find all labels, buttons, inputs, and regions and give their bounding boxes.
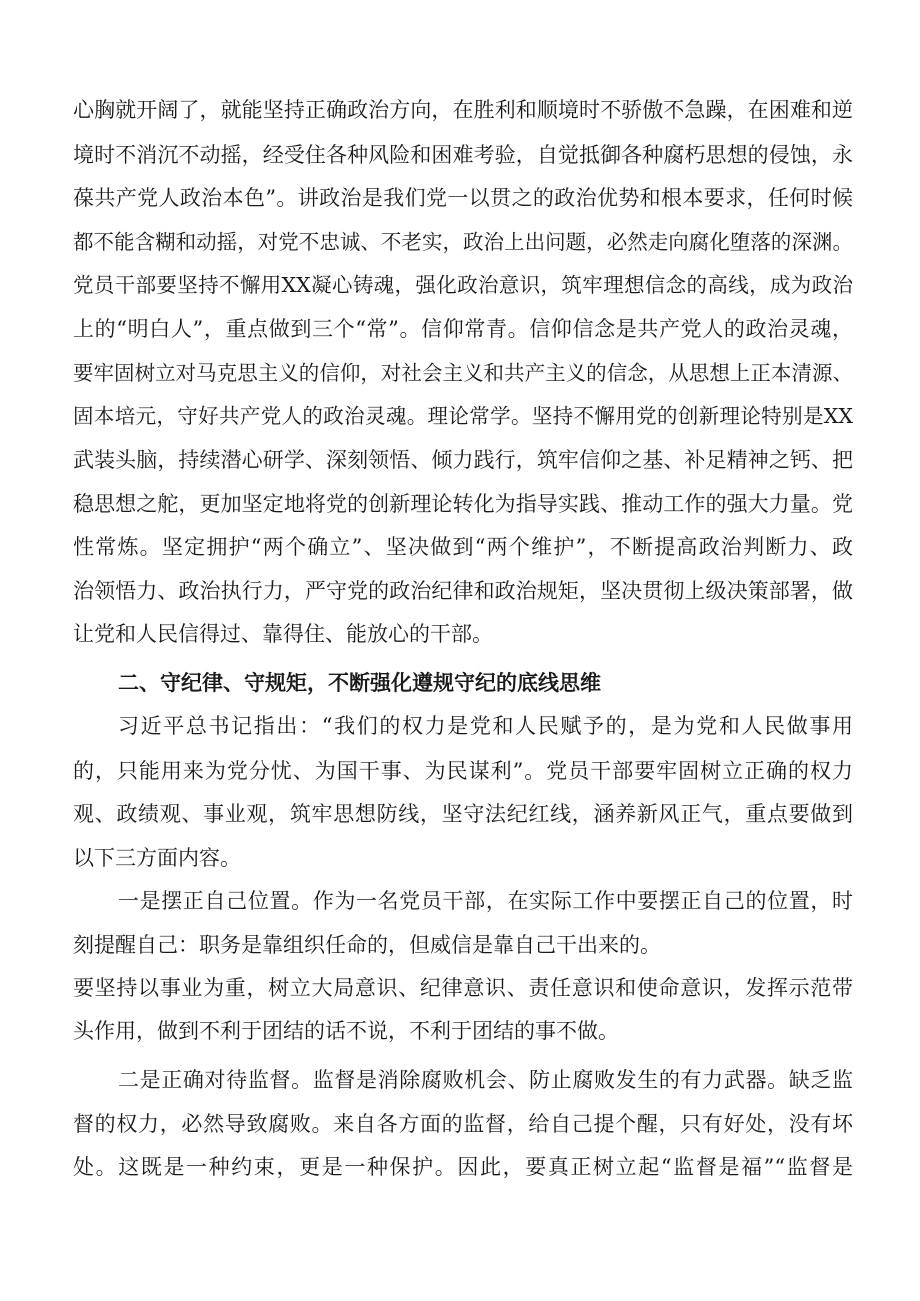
body-text-line: 要牢固树立对马克思主义的信仰，对社会主义和共产主义的信念，从思想上正本清源、 [73,361,853,385]
body-text-line: 习近平总书记指出：“我们的权力是党和人民赋予的，是为党和人民做事用 [118,714,853,738]
body-text-line: 的，只能用来为党分忧、为国干事、为民谋利”。党员干部要牢固树立正确的权力 [73,759,853,783]
body-text-line: 境时不消沉不动摇，经受住各种风险和困难考验，自觉抵御各种腐朽思想的侵蚀，永 [73,143,853,167]
body-text-line: 心胸就开阔了，就能坚持正确政治方向，在胜利和顺境时不骄傲不急躁，在困难和逆 [73,98,853,122]
body-text-line: 以下三方面内容。 [73,846,241,870]
body-text-line: 稳思想之舵，更加坚定地将党的创新理论转化为指导实践、推动工作的强大力量。党 [73,492,853,516]
body-text-line: 处。这既是一种约束，更是一种保护。因此，要真正树立起“监督是福”“监督是 [73,1155,853,1179]
body-text-line: 督的权力，必然导致腐败。来自各方面的监督，给自己提个醒，只有好处，没有坏 [73,1112,853,1136]
body-text-line: 党员干部要坚持不懈用XX凝心铸魂，强化政治意识，筑牢理想信念的高线，成为政治 [73,273,853,297]
body-text-line: 要坚持以事业为重，树立大局意识、纪律意识、责任意识和使命意识，发挥示范带 [73,976,853,1000]
body-text-line: 性常炼。坚定拥护“两个确立”、坚决做到“两个维护”，不断提高政治判断力、政 [73,535,853,559]
body-text-line: 二是正确对待监督。监督是消除腐败机会、防止腐败发生的有力武器。缺乏监 [118,1068,853,1092]
body-text-line: 都不能含糊和动摇，对党不忠诚、不老实，政治上出问题，必然走向腐化堕落的深渊。 [73,230,853,254]
body-text-line: 上的“明白人”，重点做到三个“常”。信仰常青。信仰信念是共产党人的政治灵魂， [73,317,853,341]
body-text-line: 治领悟力、政治执行力，严守党的政治纪律和政治规矩，坚决贯彻上级决策部署，做 [73,579,853,603]
body-text-line: 让党和人民信得过、靠得住、能放心的干部。 [73,622,493,646]
body-text-line: 葆共产党人政治本色”。讲政治是我们党一以贯之的政治优势和根本要求，任何时候 [73,186,853,210]
body-text-line: 一是摆正自己位置。作为一名党员干部，在实际工作中要摆正自己的位置，时 [118,889,853,913]
body-text-line: 观、政绩观、事业观，筑牢思想防线，坚守法纪红线，涵养新风正气，重点要做到 [73,802,853,826]
body-text-line: 头作用，做到不利于团结的话不说，不利于团结的事不做。 [73,1019,619,1043]
section-heading: 二、守纪律、守规矩，不断强化遵规守纪的底线思维 [118,671,601,695]
body-text-line: 刻提醒自己：职务是靠组织任命的，但威信是靠自己干出来的。 [73,933,661,957]
body-text-line: 固本培元，守好共产党人的政治灵魂。理论常学。坚持不懈用党的创新理论特别是XX [73,404,853,428]
body-text-line: 武装头脑，持续潜心研学、深刻领悟、倾力践行，筑牢信仰之基、补足精神之钙、把 [73,448,853,472]
